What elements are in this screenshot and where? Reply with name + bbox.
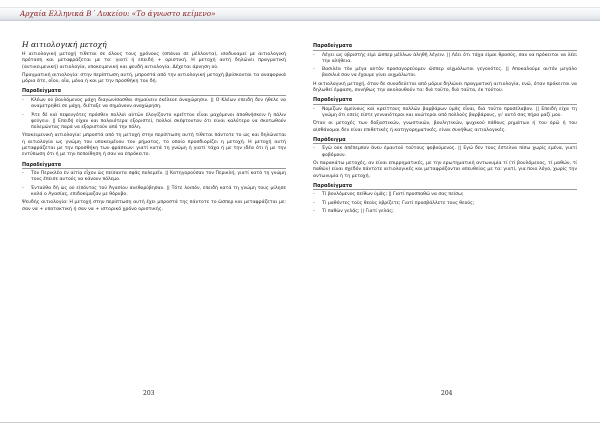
note-paragraph: Όταν οι μετοχές των δοξαστικών, γνωστικών, βουλητικών, ψυχικού πάθους ρημάτων ή του ὁρῶ ή του αἰσθάνομαι δεν είναι επιθετικές ή κατηγορηματικές, είναι συνήθως αιτιολογικές. [313,121,577,133]
running-header [0,7,300,21]
example-item: - Ἅτε δὲ καὶ πεφευγότες πρόσθεν πολλοὶ αὐτῶν ἐλογίζοντο κρεῖττον εἶναι μαχόμενοι ἀποθνήσκειν ἢ πάλιν φεύγειν. || Επειδή είχαν και παλαιότερα εξοριστεί, πολλοί σκέφτονταν ότι είναι καλύτερο να σκοτωθούν πολεμώντας παρά να εξοριστούν από την πόλη. [22,112,286,131]
example-text: Τί παθὼν γελᾷς; || Γιατί γελάς; [322,209,394,215]
example-item: - Τὸν Περικλέα ἐν αἰτίᾳ εἶχον ὡς πείσαντα σφᾶς πολεμεῖν. || Κατηγορούσαν τον Περικλή, γιατί κατά τη γνώμη τους έπεισε αυτούς να κάνουν πόλεμο. [22,171,286,183]
note-paragraph: Οι παρακάτω μετοχές, αν είναι επιρρηματικές, με την ερωτηματική αντωνυμία τί (τί βουλόμενος, τί μαθών, τί παθών) είναι σχεδόν πάντοτε αιτιολογικές και μεταφράζονται απευθείας με τα: γιατί, για ποιο λόγο, χωρίς την αντωνυμία ή τη μετοχή. [313,161,577,179]
example-text: Τί μαθόντες τοὺς θεοὺς ὑβρίζετε; Γιατί προσβάλλετε τους θεούς; [322,200,475,206]
example-item: - Ἐνταῦθα δὴ ὡς οὐ εἰπόντος τοῦ Ἀγασίου ἀνεθορύβησαν. || Τότε λοιπόν, επειδή κατά τη γνώμη τους μίλησε καλά ο Αγασίας, επιδοκίμαζαν με θόρυβο. [22,185,286,198]
examples-heading: Παραδείγματα [313,43,577,51]
example-text: Ἅτε δὲ καὶ πεφευγότες πρόσθεν πολλοὶ αὐτῶν ἐλογίζοντο κρεῖττον εἶναι μαχόμενοι ἀποθνήσκειν ἢ πάλιν φεύγειν. || Επειδή είχαν και παλαιότερα εξοριστεί, πολλοί σκέφτονταν ότι είναι καλύτερο να σκοτωθούν πολεμώντας παρά να εξοριστούν από την πόλη. [31,112,286,131]
running-header-right [300,7,600,21]
examples-heading: Παραδείγματα [313,97,577,105]
example-item: - Τί μαθόντες τοὺς θεοὺς ὑβρίζετε; Γιατί προσβάλλετε τους θεούς; [313,200,475,206]
right-page [300,0,600,423]
note-paragraph: Η αιτιολογική μετοχή, όταν δε συνοδεύεται από μόρια δηλώνει πραγματική αιτιολογία, ενώ, όταν πρόκειται να δηλωθεί έμφαση, συνήθως την ακολουθούν τα: διά τοῦτο, διὰ ταῦτα, ἐκ τούτου. [313,81,577,93]
example-item: - Λέγει ὡς ὑβριστὴς εἰμὶ ὥσπερ μέλλων ἀληθῆ λέγειν. || Λέει ότι τάχα είμαι θρασύς, σαν να πρόκειται να λέει την αλήθεια. [313,52,577,64]
example-item: - Κλέων οὐ βουλόμενος μάχη διαγωνίσασθαι σημαίνειν ἐκέλευε ἀναχώρησιν. || Ο Κλέων επειδή δεν ήθελε να αναμετρηθεί σε μάχη, διέταξε να σημάνουν αναχώρηση. [22,97,286,110]
right-content [313,40,577,217]
real-cause-paragraph: Πραγματική αιτιολογία: στην περίπτωση αυτή, μπροστά από την αιτιολογική μετοχή βρίσκονται τα αναφορικά μόρια ἅτε, οἷον, οἷα, μόνα ή και με την προσθήκη του δή. [22,72,286,85]
example-text: Βασιλέα τὸν μέγα αὐτὸν προσαγορεύομεν ὥσπερ αἰχμάλωτοι γεγονότες. || Αποκαλούμε αυτόν μεγάλο βασιλιά σαν να έχουμε γίνει αιχμάλωτοι. [322,67,577,79]
page-number: 203 [143,390,155,397]
examples-heading: Παράδειγμα [313,137,577,145]
intro-paragraph: Η αιτιολογική μετοχή τίθεται σε όλους τους χρόνους (σπάνια σε μέλλοντα), ισοδυναμεί με αιτιολογική πρόταση και μεταφράζεται με τα: γιατί ή επειδή + οριστική. Η μετοχή αυτή δηλώνει πραγματική (αντικειμενική) αιτιολογία, υποκειμενική και ψευδή αιτιολογία. Δέχεται άρνηση οὐ. [22,52,286,70]
examples-heading: Παραδείγματα [313,183,577,191]
example-text: Κλέων οὐ βουλόμενος μάχη διαγωνίσασθαι σημαίνειν ἐκέλευε ἀναχώρησιν. || Ο Κλέων επειδή δεν ήθελε να αναμετρηθεί σε μάχη, διέταξε να σημάνουν αναχώρηση. [31,97,286,110]
examples-heading: Παραδείγματα [22,88,286,96]
example-text: Νομίζων ἀμείνους καὶ κρείττους πολλῶν βαρβάρων ὑμᾶς εἶναι, διὰ τοῦτο προσέλαβον. || Επειδή είχα τη γνώμη ότι εσείς είστε γενναιότεροι και ανώτεροι από πολλούς βαρβάρους, γι' αυτό σας πήρα μαζί μου. [322,106,577,119]
examples-heading: Παραδείγματα [22,162,286,170]
subjective-cause-paragraph: Υποκειμενική αιτιολογία: μπροστά από τη μετοχή στην περίπτωση αυτή τίθεται πάντοτε το ὡς και δηλώνεται η αιτιολογία ως γνώμη του υποκειμένου του ρήματος, το οποίο προσδιορίζει η μετοχή. Η μετοχή αυτή μεταφράζεται με την προσθήκη των φράσεων: γιατί κατά τη γνώμη ή γιατί τάχα ή με την ιδέα ότι ή με την εντύπωση ότι ή με την πεποίθηση ή σαν να επρόκειτο. [22,133,286,158]
running-title: Αρχαία Ελληνικά Β΄ Λυκείου: «Το άγνωστο κείμενο» [20,9,216,18]
example-item: - Νομίζων ἀμείνους καὶ κρείττους πολλῶν βαρβάρων ὑμᾶς εἶναι, διὰ τοῦτο προσέλαβον. || Επειδή είχα τη γνώμη ότι εσείς είστε γενναιότεροι και ανώτεροι από πολλούς βαρβάρους, γι' αυτό σας πήρα μαζί μου. [313,106,577,119]
example-text: Τί βουλόμενος πείθων ὑμᾶς; || Γιατί προσπαθώ να σας πείσω; [322,192,464,198]
example-text: Λέγει ὡς ὑβριστὴς εἰμὶ ὥσπερ μέλλων ἀληθῆ λέγειν. || Λέει ότι τάχα είμαι θρασύς, σαν να πρόκειται να λέει την αλήθεια. [322,52,577,64]
page-number: 204 [441,390,453,397]
false-cause-paragraph: Ψευδής αιτιολογία: Η μετοχή στην περίπτωση αυτή έχει μπροστά της πάντοτε το ὥσπερ και μεταφράζεται με: σαν να + υποτακτική ή σαν να + ιστορικό χρόνο οριστικής. [22,200,286,212]
example-text: Τὸν Περικλέα ἐν αἰτίᾳ εἶχον ὡς πείσαντα σφᾶς πολεμεῖν. || Κατηγορούσαν τον Περικλή, γιατί κατά τη γνώμη τους έπεισε αυτούς να κάνουν πόλεμο. [31,171,286,183]
example-item: - Ἐγὼ οὐκ ἀπέπεμπον ἄνευ ἐμαυτοῦ τούτους φοβούμενος. || Εγώ δεν τους έστελνα πίσω χωρίς εμένα, γιατί φοβόμουν. [313,146,577,158]
example-item: - Τί βουλόμενος πείθων ὑμᾶς; || Γιατί προσπαθώ να σας πείσω; [313,192,464,198]
example-text: Ἐγὼ οὐκ ἀπέπεμπον ἄνευ ἐμαυτοῦ τούτους φοβούμενος. || Εγώ δεν τους έστελνα πίσω χωρίς εμένα, γιατί φοβόμουν. [322,146,577,158]
left-content [22,40,286,215]
example-text: Ἐνταῦθα δὴ ὡς οὐ εἰπόντος τοῦ Ἀγασίου ἀνεθορύβησαν. || Τότε λοιπόν, επειδή κατά τη γνώμη τους μίλησε καλά ο Αγασίας, επιδοκίμαζαν με θόρυβο. [31,185,286,198]
example-item: - Τί παθὼν γελᾷς; || Γιατί γελάς; [313,209,394,215]
example-item: - Βασιλέα τὸν μέγα αὐτὸν προσαγορεύομεν ὥσπερ αἰχμάλωτοι γεγονότες. || Αποκαλούμε αυτόν μεγάλο βασιλιά σαν να έχουμε γίνει αιχμάλωτοι. [313,67,577,79]
section-title: Η αιτιολογική μετοχή [22,40,107,49]
